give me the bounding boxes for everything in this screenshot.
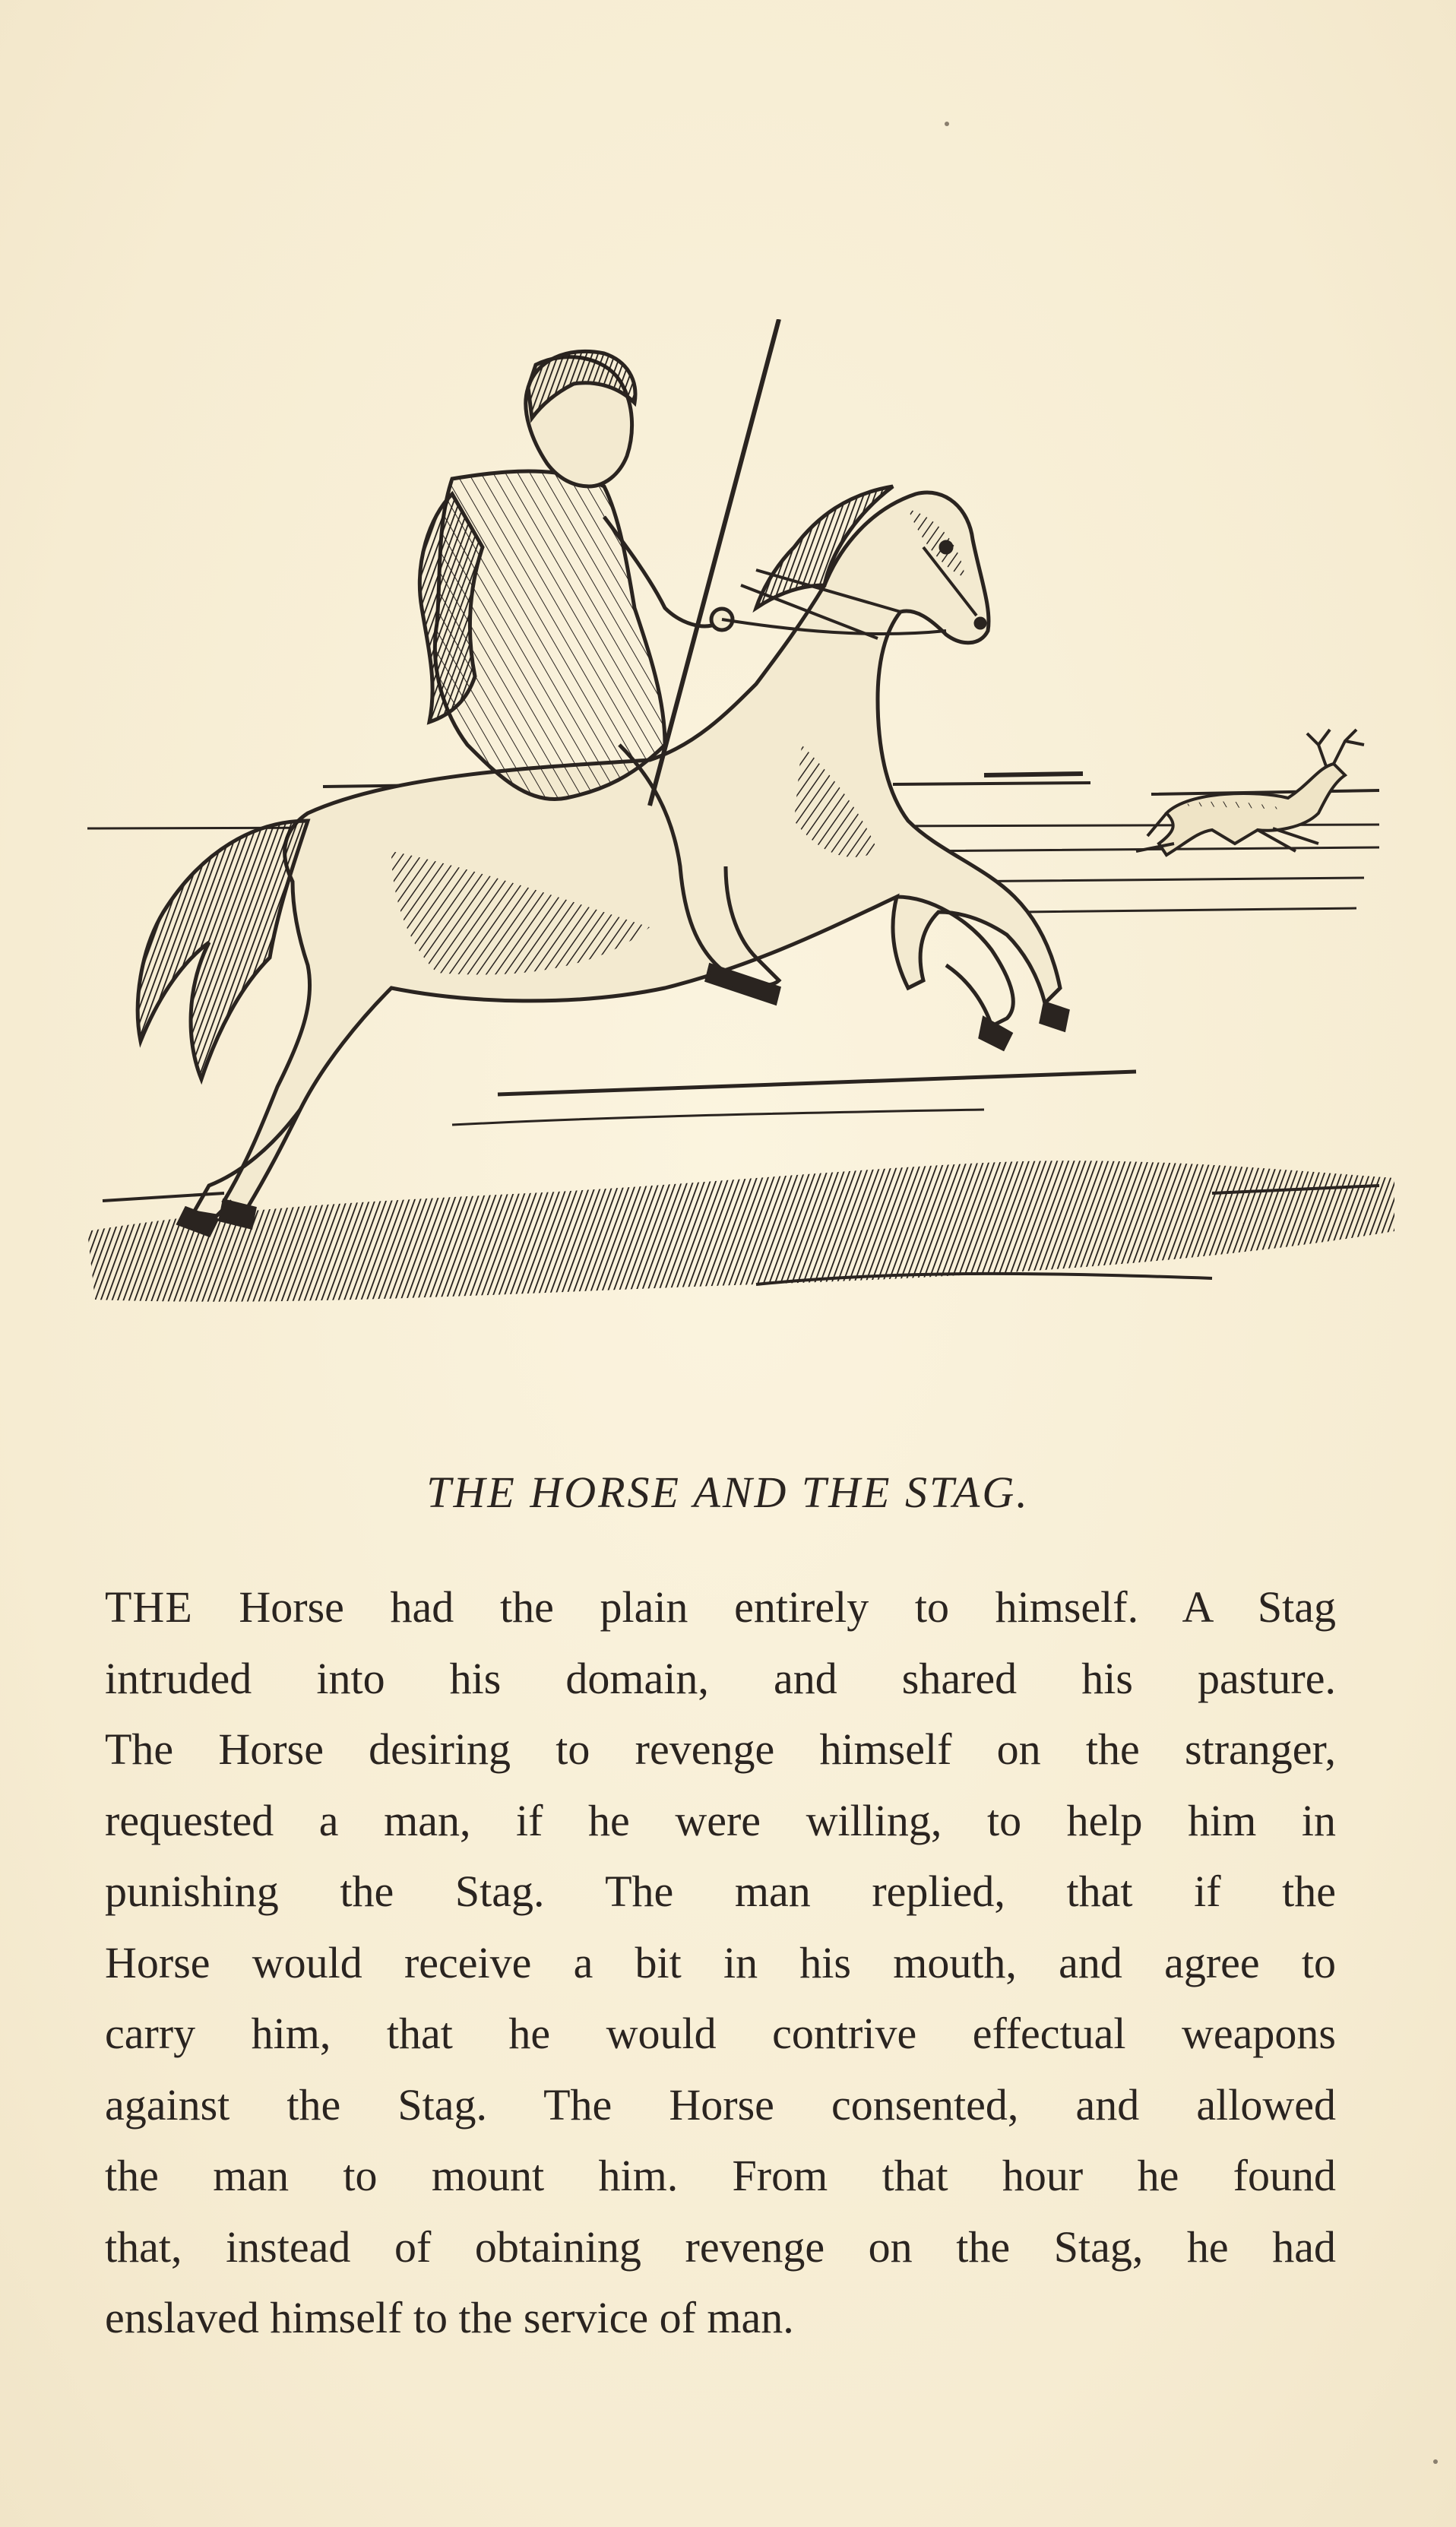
fable-lead-word: THE bbox=[105, 1582, 193, 1632]
fable-line: THE Horse had the plain entirely to himself. A Stag bbox=[105, 1582, 1336, 1632]
fable-text bbox=[105, 1572, 1336, 2354]
fable-title: THE HORSE AND THE STAG. bbox=[426, 1468, 1030, 1517]
stag bbox=[1136, 730, 1364, 855]
horse-rider-stag-engraving bbox=[72, 319, 1394, 1368]
fable-line: punishing the Stag. The man replied, that if the bbox=[105, 1867, 1336, 1916]
fable-line: the man to mount him. From that hour he found bbox=[105, 2151, 1336, 2200]
paper-speck bbox=[945, 122, 949, 126]
fable-line: Horse would receive a bit in his mouth, and agree to bbox=[105, 1937, 1336, 1987]
paper-speck bbox=[1433, 2459, 1438, 2464]
fable-line: carry him, that he would contrive effectual weapons bbox=[105, 2009, 1336, 2058]
fable-line: requested a man, if he were willing, to help him in bbox=[105, 1795, 1336, 1845]
fable-line: that, instead of obtaining revenge on the Stag, he had bbox=[105, 2221, 1336, 2272]
fable-line: against the Stag. The Horse consented, and allowed bbox=[105, 2079, 1336, 2130]
fable-line: The Horse desiring to revenge himself on the stranger, bbox=[105, 1724, 1336, 1774]
engraving-illustration bbox=[72, 319, 1394, 1368]
fable-line: enslaved himself to the service of man. bbox=[105, 2293, 794, 2342]
fable-line: intruded into his domain, and shared his pasture. bbox=[105, 1653, 1336, 1703]
